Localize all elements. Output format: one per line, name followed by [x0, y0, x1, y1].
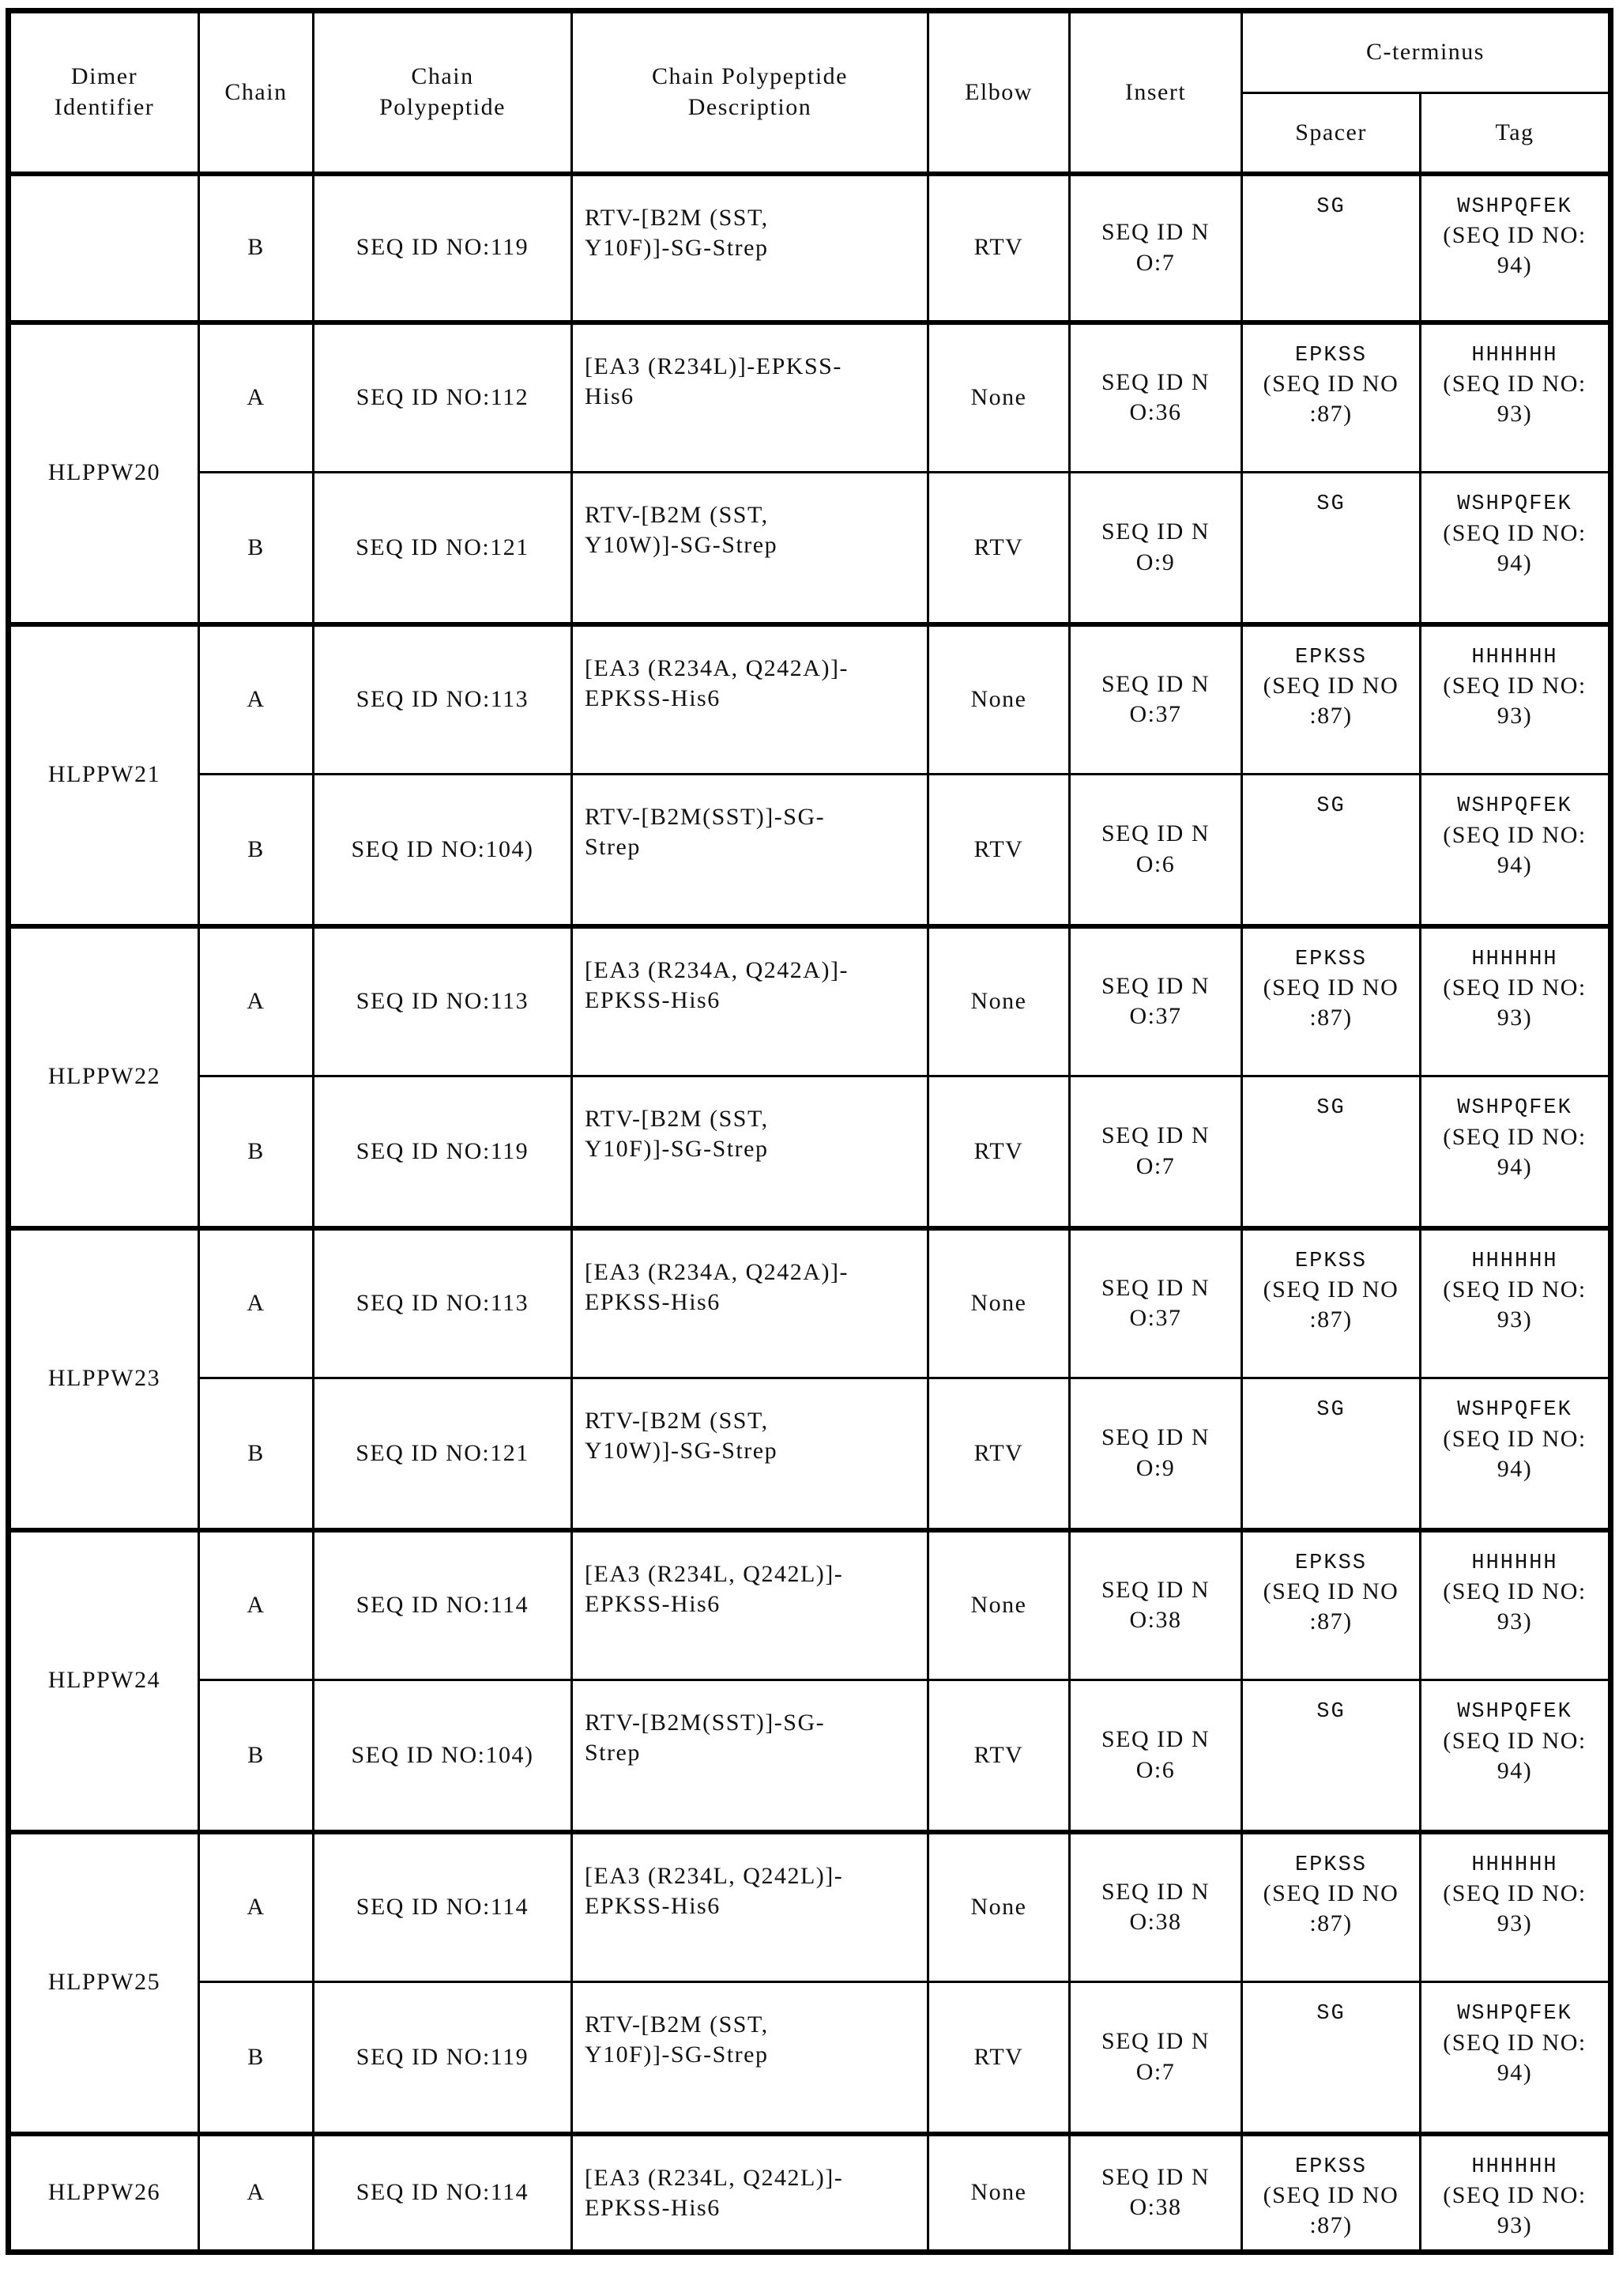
table-row: [9, 926, 1611, 1076]
header-dimer-identifier: Dimer Identifier: [9, 11, 199, 174]
spacer-cell: [1242, 2134, 1421, 2253]
table-row: [9, 775, 1611, 926]
spacer-cell: [1242, 174, 1421, 322]
elbow-cell: None: [928, 1228, 1070, 1378]
tag-sequence: HHHHHH: [1471, 1249, 1558, 1273]
elbow-cell: RTV: [928, 1378, 1070, 1530]
elbow-cell: RTV: [928, 1982, 1070, 2134]
tag-sequence: WSHPQFEK: [1457, 194, 1572, 219]
dimer-identifier-cell: HLPPW25: [9, 1832, 199, 2134]
spacer-cell: [1242, 322, 1421, 473]
tag-sequence: WSHPQFEK: [1457, 2002, 1572, 2026]
header-spacer: Spacer: [1242, 93, 1421, 174]
tag-cell: [1421, 1832, 1611, 1982]
spacer-sequence: EPKSS: [1294, 947, 1367, 971]
table-row: [9, 322, 1611, 473]
spacer-seq-ref: (SEQ ID NO :87): [1263, 975, 1399, 1031]
spacer-cell: [1242, 473, 1421, 624]
table-row: [9, 1530, 1611, 1680]
elbow-cell: None: [928, 624, 1070, 775]
insert-cell: SEQ ID N O:7: [1070, 1076, 1242, 1228]
tag-seq-ref: (SEQ ID NO: 94): [1443, 519, 1587, 576]
chain-cell: B: [199, 775, 314, 926]
spacer-sequence: SG: [1316, 1700, 1346, 1724]
header-insert: Insert: [1070, 11, 1242, 174]
dimer-identifier-cell: HLPPW21: [9, 624, 199, 926]
chain-polypeptide-description-cell: RTV-[B2M (SST, Y10F)]-SG-Strep: [572, 1076, 928, 1228]
dimer-table: [6, 8, 1613, 2255]
tag-sequence: WSHPQFEK: [1457, 1398, 1572, 1422]
insert-cell: SEQ ID N O:38: [1070, 2134, 1242, 2253]
chain-polypeptide-cell: SEQ ID NO:113: [314, 926, 572, 1076]
chain-polypeptide-cell: SEQ ID NO:112: [314, 322, 572, 473]
chain-cell: B: [199, 1680, 314, 1832]
spacer-sequence: EPKSS: [1294, 2155, 1367, 2179]
table-row: [9, 1076, 1611, 1228]
chain-cell: A: [199, 1832, 314, 1982]
table-row: [9, 2134, 1611, 2253]
spacer-sequence: SG: [1316, 194, 1346, 219]
spacer-cell: [1242, 624, 1421, 775]
tag-sequence: HHHHHH: [1471, 2155, 1558, 2179]
table-row: [9, 1228, 1611, 1378]
table-row: [9, 1680, 1611, 1832]
tag-seq-ref: (SEQ ID NO: 94): [1443, 1425, 1587, 1482]
tag-cell: [1421, 1378, 1611, 1530]
header-elbow: Elbow: [928, 11, 1070, 174]
tag-cell: [1421, 1076, 1611, 1228]
spacer-cell: [1242, 1530, 1421, 1680]
spacer-seq-ref: (SEQ ID NO :87): [1263, 2182, 1399, 2239]
chain-polypeptide-description-cell: RTV-[B2M(SST)]-SG- Strep: [572, 775, 928, 926]
spacer-sequence: SG: [1316, 2002, 1346, 2026]
header-c-terminus: C-terminus: [1242, 11, 1611, 93]
table-row: [9, 1378, 1611, 1530]
tag-seq-ref: (SEQ ID NO: 93): [1443, 673, 1587, 730]
insert-cell: SEQ ID N O:6: [1070, 775, 1242, 926]
chain-polypeptide-cell: SEQ ID NO:104): [314, 1680, 572, 1832]
tag-cell: [1421, 174, 1611, 322]
insert-cell: SEQ ID N O:37: [1070, 1228, 1242, 1378]
chain-polypeptide-cell: SEQ ID NO:104): [314, 775, 572, 926]
elbow-cell: RTV: [928, 174, 1070, 322]
tag-seq-ref: (SEQ ID NO: 94): [1443, 222, 1587, 279]
tag-seq-ref: (SEQ ID NO: 94): [1443, 1727, 1587, 1784]
chain-cell: A: [199, 322, 314, 473]
spacer-cell: [1242, 926, 1421, 1076]
chain-polypeptide-description-cell: RTV-[B2M (SST, Y10W)]-SG-Strep: [572, 1378, 928, 1530]
spacer-seq-ref: (SEQ ID NO :87): [1263, 371, 1399, 428]
spacer-sequence: EPKSS: [1294, 343, 1367, 368]
chain-polypeptide-description-cell: RTV-[B2M (SST, Y10F)]-SG-Strep: [572, 174, 928, 322]
spacer-sequence: EPKSS: [1294, 1853, 1367, 1877]
tag-cell: [1421, 1982, 1611, 2134]
table-row: [9, 1832, 1611, 1982]
chain-polypeptide-cell: SEQ ID NO:119: [314, 1076, 572, 1228]
chain-cell: B: [199, 174, 314, 322]
tag-cell: [1421, 624, 1611, 775]
elbow-cell: None: [928, 1530, 1070, 1680]
insert-cell: SEQ ID N O:9: [1070, 1378, 1242, 1530]
header-chain-polypeptide: Chain Polypeptide: [314, 11, 572, 174]
insert-cell: SEQ ID N O:38: [1070, 1530, 1242, 1680]
tag-sequence: HHHHHH: [1471, 343, 1558, 368]
spacer-sequence: SG: [1316, 492, 1346, 516]
spacer-sequence: EPKSS: [1294, 645, 1367, 669]
tag-seq-ref: (SEQ ID NO: 93): [1443, 371, 1587, 428]
table-row: [9, 1982, 1611, 2134]
spacer-sequence: SG: [1316, 794, 1346, 818]
chain-polypeptide-cell: SEQ ID NO:119: [314, 1982, 572, 2134]
insert-cell: SEQ ID N O:37: [1070, 624, 1242, 775]
spacer-seq-ref: (SEQ ID NO :87): [1263, 1578, 1399, 1635]
header-chain-polypeptide-description: Chain Polypeptide Description: [572, 11, 928, 174]
header-tag: Tag: [1421, 93, 1611, 174]
chain-polypeptide-cell: SEQ ID NO:121: [314, 1378, 572, 1530]
dimer-identifier-cell: HLPPW23: [9, 1228, 199, 1530]
tag-cell: [1421, 775, 1611, 926]
elbow-cell: None: [928, 322, 1070, 473]
chain-polypeptide-cell: SEQ ID NO:114: [314, 2134, 572, 2253]
tag-seq-ref: (SEQ ID NO: 93): [1443, 975, 1587, 1031]
chain-polypeptide-cell: SEQ ID NO:114: [314, 1530, 572, 1680]
chain-polypeptide-description-cell: [EA3 (R234L, Q242L)]- EPKSS-His6: [572, 1832, 928, 1982]
tag-seq-ref: (SEQ ID NO: 94): [1443, 1123, 1587, 1180]
table-row: [9, 174, 1611, 322]
header-chain: Chain: [199, 11, 314, 174]
chain-polypeptide-description-cell: RTV-[B2M(SST)]-SG- Strep: [572, 1680, 928, 1832]
chain-polypeptide-description-cell: [EA3 (R234A, Q242A)]- EPKSS-His6: [572, 1228, 928, 1378]
tag-sequence: HHHHHH: [1471, 1853, 1558, 1877]
chain-polypeptide-description-cell: RTV-[B2M (SST, Y10F)]-SG-Strep: [572, 1982, 928, 2134]
tag-cell: [1421, 473, 1611, 624]
elbow-cell: RTV: [928, 775, 1070, 926]
spacer-seq-ref: (SEQ ID NO :87): [1263, 1276, 1399, 1333]
insert-cell: SEQ ID N O:37: [1070, 926, 1242, 1076]
table-row: [9, 473, 1611, 624]
elbow-cell: RTV: [928, 1076, 1070, 1228]
table-row: [9, 624, 1611, 775]
chain-cell: A: [199, 2134, 314, 2253]
insert-cell: SEQ ID N O:7: [1070, 1982, 1242, 2134]
dimer-identifier-cell: HLPPW22: [9, 926, 199, 1228]
tag-sequence: HHHHHH: [1471, 1551, 1558, 1575]
tag-seq-ref: (SEQ ID NO: 94): [1443, 2029, 1587, 2086]
spacer-cell: [1242, 1832, 1421, 1982]
tag-sequence: WSHPQFEK: [1457, 1096, 1572, 1120]
dimer-identifier-cell: HLPPW24: [9, 1530, 199, 1832]
dimer-identifier-cell: [9, 174, 199, 322]
chain-cell: A: [199, 1530, 314, 1680]
tag-seq-ref: (SEQ ID NO: 93): [1443, 1880, 1587, 1937]
tag-cell: [1421, 926, 1611, 1076]
tag-seq-ref: (SEQ ID NO: 93): [1443, 1276, 1587, 1333]
chain-polypeptide-description-cell: [EA3 (R234L)]-EPKSS- His6: [572, 322, 928, 473]
spacer-seq-ref: (SEQ ID NO :87): [1263, 673, 1399, 730]
chain-cell: B: [199, 473, 314, 624]
spacer-sequence: SG: [1316, 1398, 1346, 1422]
chain-polypeptide-description-cell: [EA3 (R234A, Q242A)]- EPKSS-His6: [572, 926, 928, 1076]
insert-cell: SEQ ID N O:38: [1070, 1832, 1242, 1982]
spacer-cell: [1242, 1680, 1421, 1832]
chain-polypeptide-description-cell: [EA3 (R234L, Q242L)]- EPKSS-His6: [572, 2134, 928, 2253]
spacer-cell: [1242, 1228, 1421, 1378]
insert-cell: SEQ ID N O:9: [1070, 473, 1242, 624]
insert-cell: SEQ ID N O:7: [1070, 174, 1242, 322]
insert-cell: SEQ ID N O:6: [1070, 1680, 1242, 1832]
chain-polypeptide-cell: SEQ ID NO:113: [314, 1228, 572, 1378]
chain-cell: A: [199, 926, 314, 1076]
tag-sequence: HHHHHH: [1471, 947, 1558, 971]
tag-cell: [1421, 1530, 1611, 1680]
tag-sequence: HHHHHH: [1471, 645, 1558, 669]
spacer-seq-ref: (SEQ ID NO :87): [1263, 1880, 1399, 1937]
tag-cell: [1421, 1228, 1611, 1378]
chain-polypeptide-description-cell: [EA3 (R234A, Q242A)]- EPKSS-His6: [572, 624, 928, 775]
spacer-cell: [1242, 775, 1421, 926]
elbow-cell: RTV: [928, 1680, 1070, 1832]
tag-seq-ref: (SEQ ID NO: 93): [1443, 2182, 1587, 2239]
tag-cell: [1421, 1680, 1611, 1832]
insert-cell: SEQ ID N O:36: [1070, 322, 1242, 473]
chain-polypeptide-description-cell: RTV-[B2M (SST, Y10W)]-SG-Strep: [572, 473, 928, 624]
chain-polypeptide-cell: SEQ ID NO:119: [314, 174, 572, 322]
elbow-cell: None: [928, 926, 1070, 1076]
chain-polypeptide-cell: SEQ ID NO:121: [314, 473, 572, 624]
tag-seq-ref: (SEQ ID NO: 93): [1443, 1578, 1587, 1635]
chain-cell: B: [199, 1982, 314, 2134]
spacer-cell: [1242, 1076, 1421, 1228]
spacer-cell: [1242, 1982, 1421, 2134]
spacer-sequence: EPKSS: [1294, 1551, 1367, 1575]
tag-seq-ref: (SEQ ID NO: 94): [1443, 821, 1587, 878]
chain-cell: A: [199, 624, 314, 775]
chain-polypeptide-cell: SEQ ID NO:114: [314, 1832, 572, 1982]
spacer-cell: [1242, 1378, 1421, 1530]
tag-sequence: WSHPQFEK: [1457, 492, 1572, 516]
elbow-cell: None: [928, 1832, 1070, 1982]
spacer-sequence: EPKSS: [1294, 1249, 1367, 1273]
chain-cell: B: [199, 1378, 314, 1530]
dimer-identifier-cell: HLPPW26: [9, 2134, 199, 2253]
dimer-identifier-cell: HLPPW20: [9, 322, 199, 624]
tag-sequence: WSHPQFEK: [1457, 1700, 1572, 1724]
chain-cell: B: [199, 1076, 314, 1228]
chain-cell: A: [199, 1228, 314, 1378]
spacer-sequence: SG: [1316, 1096, 1346, 1120]
chain-polypeptide-cell: SEQ ID NO:113: [314, 624, 572, 775]
tag-sequence: WSHPQFEK: [1457, 794, 1572, 818]
tag-cell: [1421, 2134, 1611, 2253]
elbow-cell: None: [928, 2134, 1070, 2253]
tag-cell: [1421, 322, 1611, 473]
chain-polypeptide-description-cell: [EA3 (R234L, Q242L)]- EPKSS-His6: [572, 1530, 928, 1680]
elbow-cell: RTV: [928, 473, 1070, 624]
